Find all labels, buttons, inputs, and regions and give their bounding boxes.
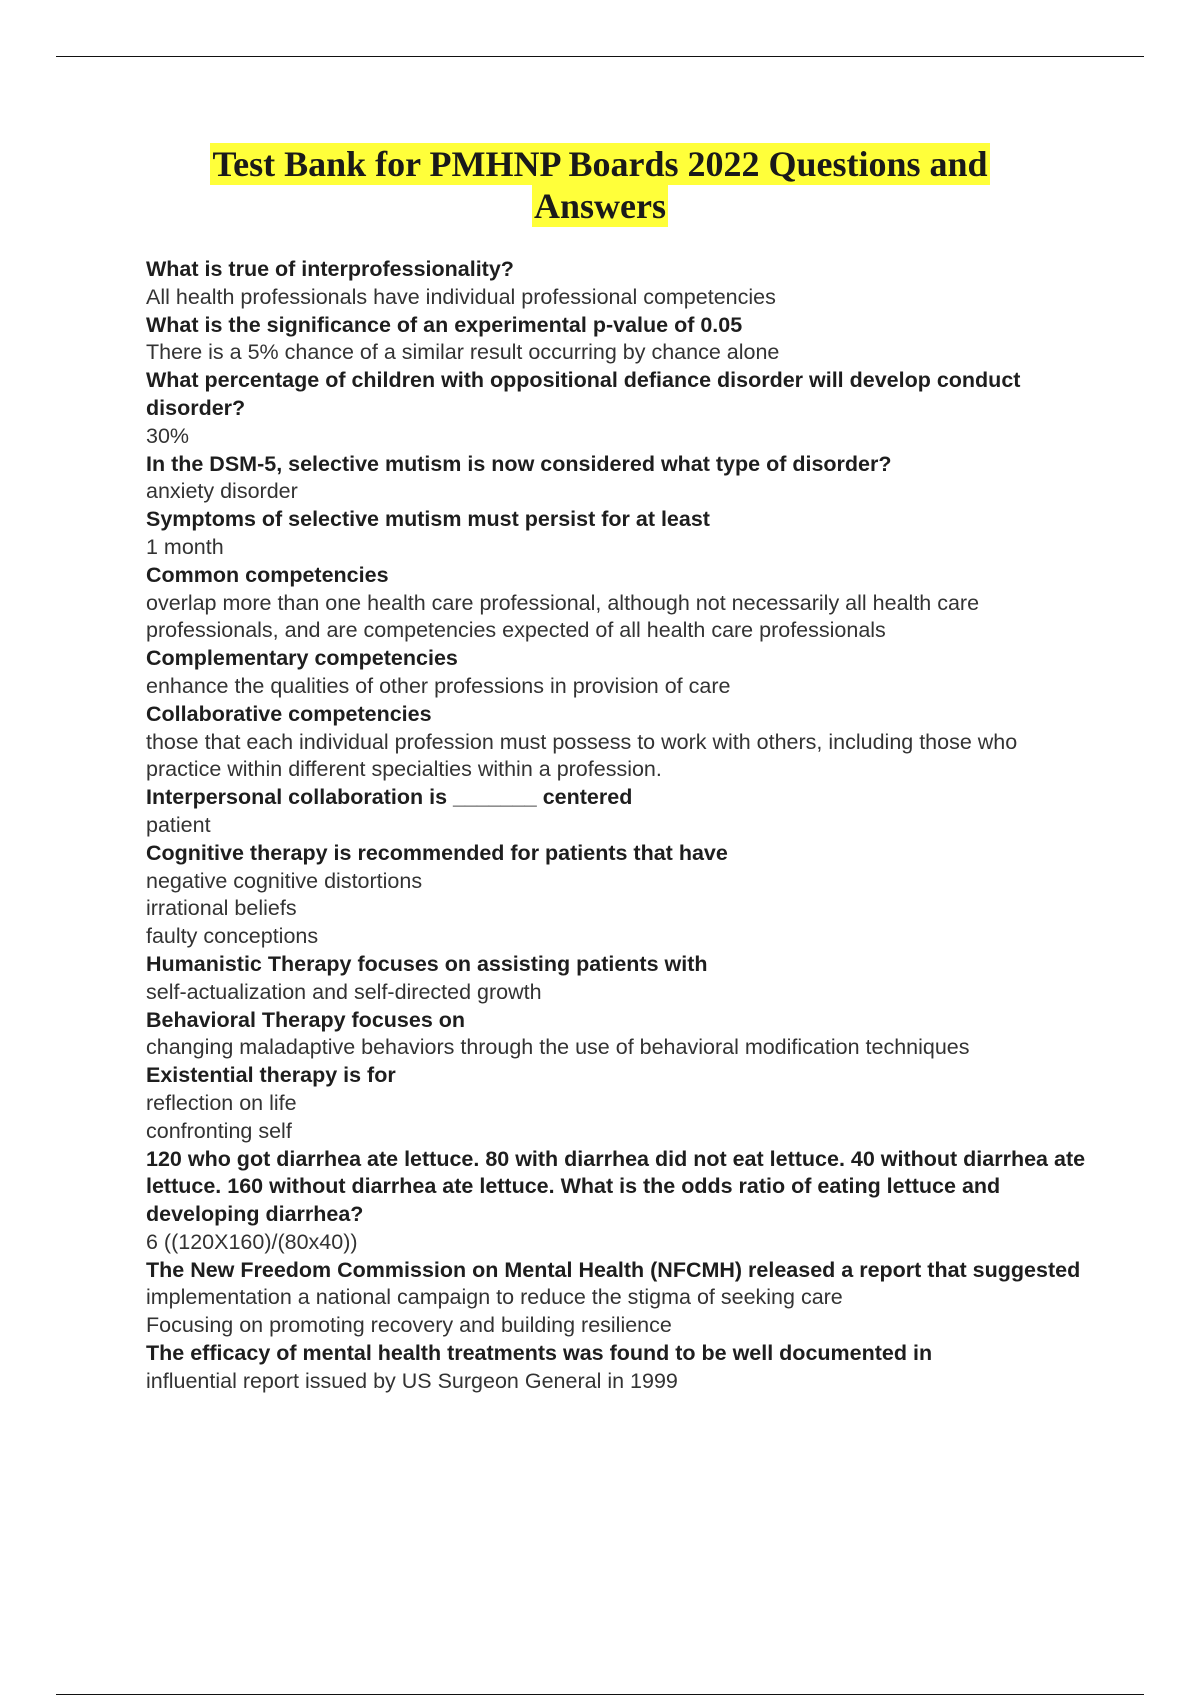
- title-line-2: Answers: [534, 186, 666, 226]
- answer: patient: [146, 812, 211, 837]
- answer: irrational beliefs: [146, 896, 297, 921]
- title-line-1: Test Bank for PMHNP Boards 2022 Questions and: [212, 144, 988, 184]
- question: In the DSM-5, selective mutism is now considered what type of disorder?: [146, 451, 892, 476]
- question: What is the significance of an experimental p-value of 0.05: [146, 312, 743, 337]
- answer: anxiety disorder: [146, 479, 298, 504]
- question: What is true of interprofessionality?: [146, 257, 514, 281]
- question: 120 who got diarrhea ate lettuce. 80 with diarrhea did not eat lettuce. 40 without diarrhea ate lettuce. 160 without diarrhea ate lettuce. What is the odds ratio of eating lettuce and developing diarrhea?: [146, 1146, 1086, 1227]
- answer: All health professionals have individual professional competencies: [146, 284, 776, 309]
- document-title: [0, 143, 1200, 227]
- answer: enhance the qualities of other professions in provision of care: [146, 673, 731, 698]
- question: What percentage of children with oppositional defiance disorder will develop conduct disorder?: [146, 368, 1021, 420]
- question: Behavioral Therapy focuses on: [146, 1007, 466, 1032]
- question: Interpersonal collaboration is _______ centered: [146, 785, 633, 810]
- question: Cognitive therapy is recommended for patients that have: [146, 840, 728, 865]
- answer: 30%: [146, 423, 190, 448]
- answer: There is a 5% chance of a similar result occurring by chance alone: [146, 340, 780, 365]
- question: Symptoms of selective mutism must persist for at least: [146, 507, 710, 532]
- answer: 6 ((120X160)/(80x40)): [146, 1229, 358, 1254]
- answer: reflection on life: [146, 1090, 297, 1115]
- answer: Focusing on promoting recovery and building resilience: [146, 1313, 672, 1338]
- answer: confronting self: [146, 1118, 292, 1143]
- top-rule: [56, 56, 1144, 57]
- answer: overlap more than one health care professional, although not necessarily all health care professionals, and are competencies expected of all health care professionals: [146, 590, 980, 643]
- question: The New Freedom Commission on Mental Health (NFCMH) released a report that suggested: [146, 1257, 1081, 1282]
- question: Complementary competencies: [146, 646, 458, 671]
- answer: changing maladaptive behaviors through the use of behavioral modification techniques: [146, 1035, 970, 1060]
- answer: influential report issued by US Surgeon General in 1999: [146, 1368, 678, 1393]
- question: Collaborative competencies: [146, 701, 432, 726]
- question: Common competencies: [146, 562, 389, 587]
- answer: faulty conceptions: [146, 924, 319, 949]
- question: Humanistic Therapy focuses on assisting patients with: [146, 951, 708, 976]
- answer: 1 month: [146, 534, 224, 559]
- question: The efficacy of mental health treatments was found to be well documented in: [146, 1341, 933, 1366]
- bottom-rule: [56, 1694, 1144, 1695]
- answer: those that each individual profession must possess to work with others, including those who practice within different specialties within a profession.: [146, 729, 1018, 782]
- answer: implementation a national campaign to reduce the stigma of seeking care: [146, 1285, 843, 1310]
- qa-list: [146, 256, 1096, 1396]
- answer: self-actualization and self-directed growth: [146, 979, 542, 1004]
- answer: negative cognitive distortions: [146, 868, 423, 893]
- question: Existential therapy is for: [146, 1063, 396, 1088]
